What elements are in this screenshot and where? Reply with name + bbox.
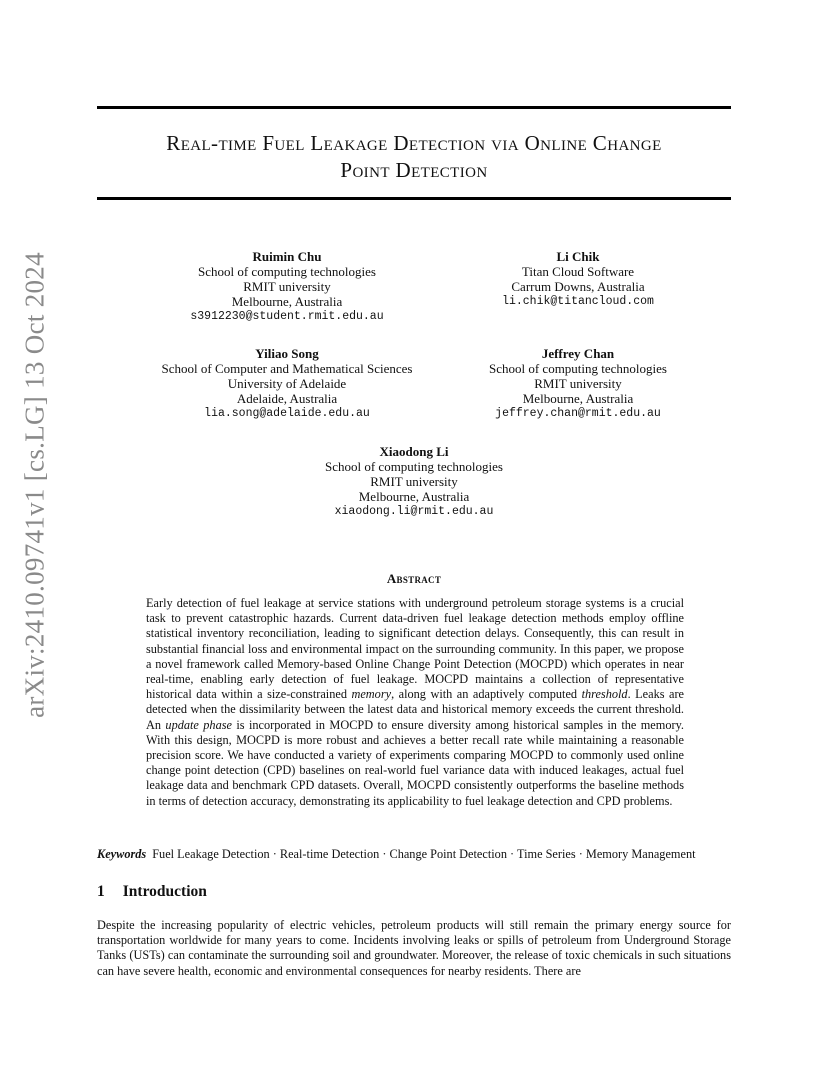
section-body-text: Despite the increasing popularity of electric vehicles, petroleum products will still remain the primary energy source for transportation worldwide for many years to come. Incidents involving leaks or spills of petroleum from Underground Storage Tanks (USTs) can contaminate the surrounding soil and groundwater. Moreover, the release of toxic chemicals in such situations can have severe health, economic and environmental consequences for nearby residents. There are	[97, 918, 731, 978]
author-affiliation: School of Computer and Mathematical Sciences	[161, 361, 413, 376]
author-institution: RMIT university	[370, 474, 458, 489]
author-name: Yiliao Song	[255, 346, 319, 361]
section-number: 1	[97, 883, 105, 900]
author-location: Melbourne, Australia	[522, 391, 634, 406]
author-email[interactable]: lia.song@adelaide.edu.au	[204, 407, 370, 420]
abstract-text: . Leaks are detected when the dissimilarity between the latest data and historical memory exceeds the current threshold. An	[146, 687, 684, 732]
abstract-text: Early detection of fuel leakage at service stations with underground petroleum storage systems is a crucial task to prevent catastrophic hazards. Current data-driven fuel leakage detection methods employ offline statistical inventory reconciliation, leading to significant detection delays. Consequently, this can result in substantial financial loss and environmental impact on the surrounding community. In this paper, we propose a novel framework called Memory-based Online Change Point Detection (MOCPD) which operates in near real-time, enabling early detection of fuel leakage. MOCPD maintains a collection of representative historical data within a size-constrained	[146, 596, 684, 702]
author-institution: University of Adelaide	[227, 376, 347, 391]
paper-title-line-1: Real-time Fuel Leakage Detection via Online Change	[166, 131, 662, 155]
keywords	[97, 847, 737, 862]
author-location: Adelaide, Australia	[236, 391, 338, 406]
title-top-rule	[97, 106, 731, 109]
abstract-body	[146, 596, 684, 809]
author-block	[137, 346, 437, 421]
author-institution: RMIT university	[243, 279, 331, 294]
section-title: Introduction	[122, 883, 207, 900]
abstract-text: , along with an adaptively computed	[391, 687, 582, 702]
author-affiliation: Titan Cloud Software	[521, 264, 635, 279]
author-block	[448, 249, 708, 309]
paper-title-line-2: Point Detection	[340, 158, 488, 182]
author-location: Melbourne, Australia	[231, 294, 343, 309]
author-email[interactable]: xiaodong.li@rmit.edu.au	[334, 505, 494, 518]
author-name: Li Chik	[556, 249, 600, 264]
title-bottom-rule	[97, 197, 731, 200]
author-email[interactable]: s3912230@student.rmit.edu.au	[190, 310, 384, 323]
author-email[interactable]: jeffrey.chan@rmit.edu.au	[495, 407, 661, 420]
author-email[interactable]: li.chik@titancloud.com	[502, 295, 654, 308]
author-block	[147, 249, 427, 324]
author-name: Jeffrey Chan	[541, 346, 615, 361]
section-heading	[97, 883, 207, 901]
paper-title	[97, 130, 731, 184]
author-location: Melbourne, Australia	[358, 489, 470, 504]
author-block	[284, 444, 544, 519]
abstract-emphasis: memory	[351, 687, 392, 702]
arxiv-identifier-text: arXiv:2410.09741v1 [cs.LG] 13 Oct 2024	[19, 252, 50, 718]
author-institution: Carrum Downs, Australia	[511, 279, 645, 294]
author-name: Ruimin Chu	[252, 249, 322, 264]
abstract-emphasis: update phase	[165, 717, 232, 732]
author-affiliation: School of computing technologies	[197, 264, 376, 279]
abstract-heading: Abstract	[386, 571, 442, 586]
author-affiliation: School of computing technologies	[488, 361, 667, 376]
abstract-emphasis: threshold	[581, 687, 628, 702]
keywords-label: Keywords	[97, 847, 147, 861]
author-name: Xiaodong Li	[379, 444, 449, 459]
abstract-text: is incorporated in MOCPD to ensure diversity among historical samples in the memory. With this design, MOCPD is more robust and achieves a better recall rate while maintaining a reasonable precision score. We have conducted a variety of experiments comparing MOCPD to commonly used online change point detection (CPD) baselines on real-world fuel variance data with induced leakages, actual fuel leakage data and benchmark CPD datasets. Overall, MOCPD consistently outperforms the baseline methods in terms of detection accuracy, demonstrating its applicability to fuel leakage detection and CPD problems.	[146, 717, 685, 808]
author-institution: RMIT university	[534, 376, 622, 391]
author-affiliation: School of computing technologies	[324, 459, 503, 474]
arxiv-identifier	[5, 252, 65, 718]
author-block	[448, 346, 708, 421]
keywords-list: Fuel Leakage Detection · Real-time Detection · Change Point Detection · Time Series · Memory Management	[152, 847, 696, 861]
